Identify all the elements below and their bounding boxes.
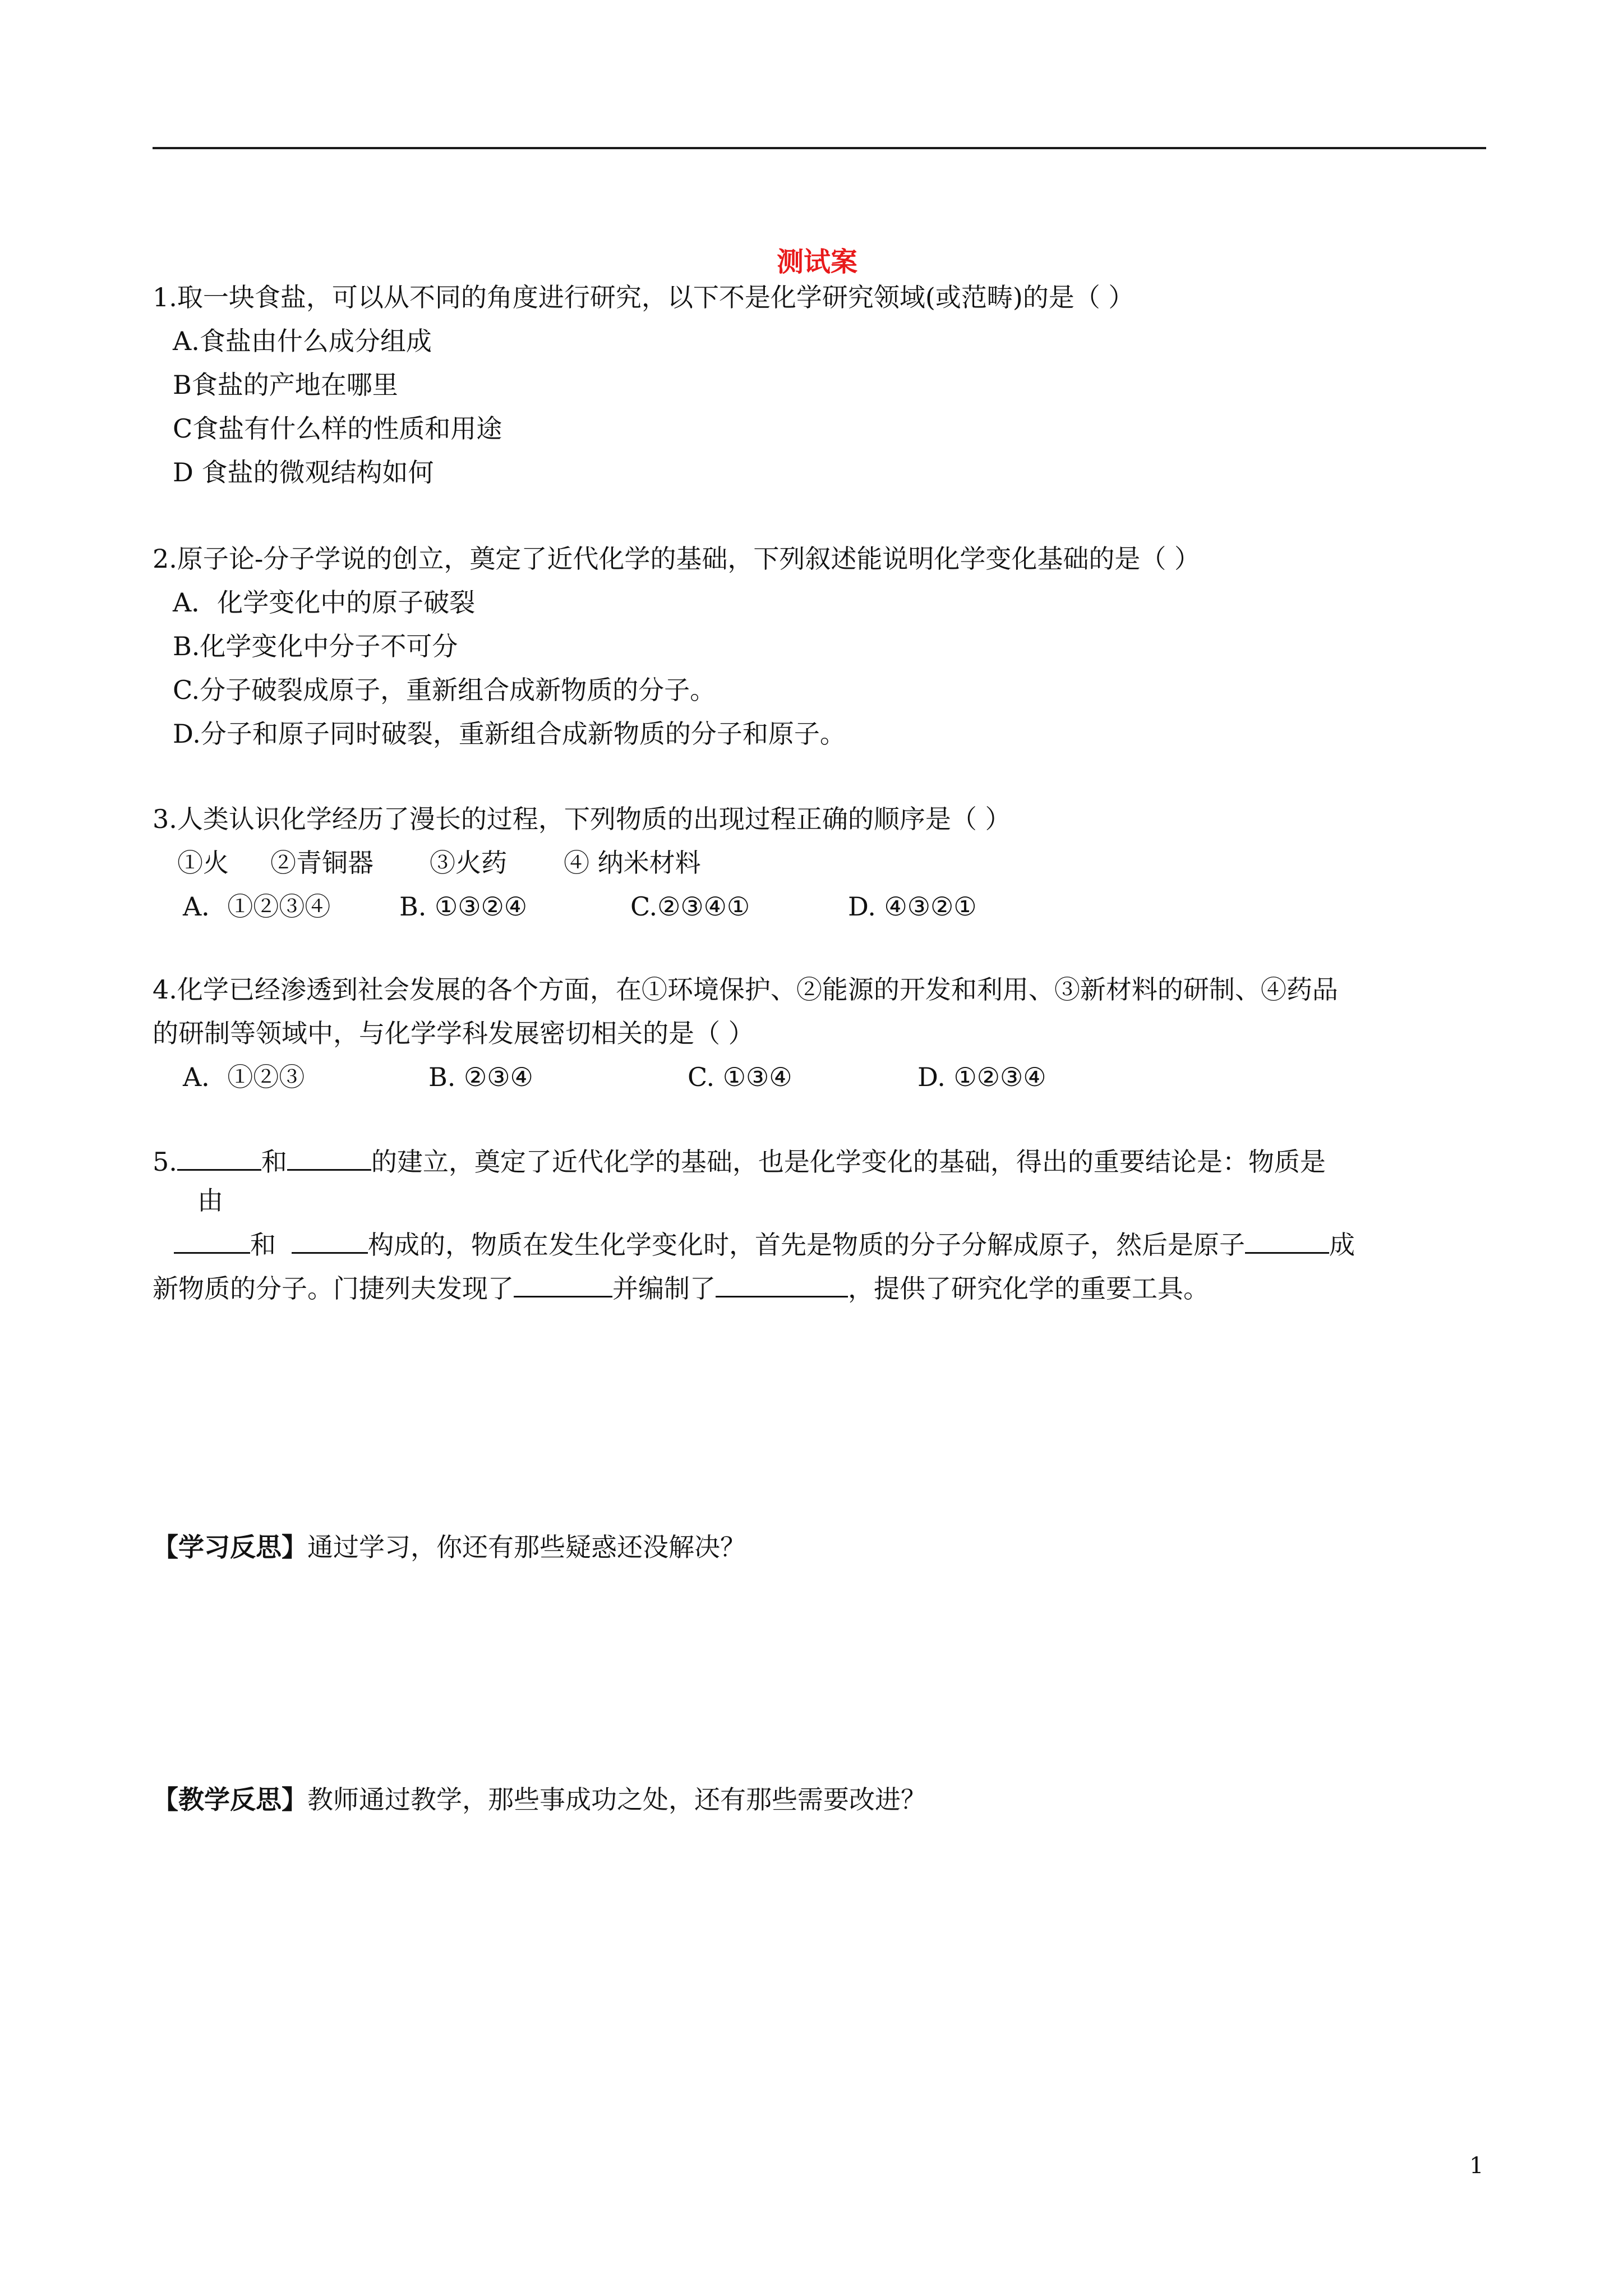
question-1-option-b: B食盐的产地在哪里 <box>173 370 398 400</box>
question-1-option-a: A.食盐由什么成分组成 <box>173 326 432 356</box>
answer-blank-1[interactable] <box>177 1144 261 1171</box>
study-reflection-label: 【学习反思】 <box>153 1532 307 1562</box>
question-3-item-3: ③火药 <box>430 848 507 878</box>
question-1-option-c: C食盐有什么样的性质和用途 <box>173 413 502 444</box>
question-5-text: 成 <box>1329 1230 1355 1260</box>
question-4-option-c: C. ①③④ <box>688 1062 792 1092</box>
question-4-stem-line-2: 的研制等领域中，与化学学科发展密切相关的是（ ） <box>153 1018 754 1048</box>
question-1-option-d: D 食盐的微观结构如何 <box>173 457 434 487</box>
question-5-text: 的建立，奠定了近代化学的基础，也是化学变化的基础，得出的重要结论是：物质是 <box>371 1147 1326 1177</box>
question-2-option-b: B.化学变化中分子不可分 <box>173 631 458 661</box>
question-5-text: 和 <box>250 1230 276 1260</box>
study-reflection <box>153 1530 746 1564</box>
answer-blank-6[interactable] <box>514 1271 612 1297</box>
answer-blank-4[interactable] <box>292 1227 368 1254</box>
question-3-option-a: A．①②③④ <box>183 891 331 922</box>
question-5-line-2 <box>174 1227 1355 1262</box>
question-5-text: ，提供了研究化学的重要工具。 <box>848 1273 1209 1304</box>
page-title: 测试案 <box>777 246 858 278</box>
header-rule <box>153 147 1486 149</box>
question-5-text: 并编制了 <box>612 1273 716 1304</box>
question-4-option-b: B. ②③④ <box>428 1062 533 1092</box>
page-number: 1 <box>1469 2153 1484 2179</box>
question-2-option-c: C.分子破裂成原子，重新组合成新物质的分子。 <box>173 675 716 705</box>
question-4-stem-line-1: 4.化学已经渗透到社会发展的各个方面，在①环境保护、②能源的开发和利用、③新材料的研制、④药品 <box>153 974 1338 1005</box>
study-reflection-text: 通过学习，你还有那些疑惑还没解决？ <box>307 1532 746 1562</box>
teaching-reflection-text: 教师通过教学，那些事成功之处，还有那些需要改进？ <box>307 1784 926 1815</box>
teaching-reflection <box>153 1783 926 1816</box>
question-3-stem: 3.人类认识化学经历了漫长的过程，下列物质的出现过程正确的顺序是（ ） <box>153 804 1011 834</box>
answer-blank-2[interactable] <box>287 1144 371 1171</box>
question-5-text: 由 <box>197 1185 223 1216</box>
question-3-option-b: B. ①③②④ <box>399 891 528 922</box>
question-3-item-4: ④ 纳米材料 <box>564 848 701 878</box>
answer-blank-7[interactable] <box>716 1271 848 1297</box>
question-5-text: 和 <box>261 1147 287 1177</box>
answer-blank-3[interactable] <box>174 1227 250 1254</box>
question-2-stem: 2.原子论-分子学说的创立，奠定了近代化学的基础，下列叙述能说明化学变化基础的是（ ） <box>153 544 1201 574</box>
teaching-reflection-label: 【教学反思】 <box>153 1784 307 1815</box>
question-3-option-d: D. ④③②① <box>848 891 977 922</box>
question-2-option-d: D.分子和原子同时破裂，重新组合成新物质的分子和原子。 <box>173 719 846 749</box>
question-3-item-1: ①火 <box>177 848 229 878</box>
question-5-line-3 <box>153 1271 1209 1305</box>
question-3-option-c: C.②③④① <box>630 891 750 922</box>
question-5-text: 构成的，物质在发生化学变化时，首先是物质的分子分解成原子，然后是原子 <box>368 1230 1245 1260</box>
answer-blank-5[interactable] <box>1245 1227 1329 1254</box>
question-3-item-2: ②青铜器 <box>270 848 374 878</box>
question-2-option-a: A．化学变化中的原子破裂 <box>173 587 476 618</box>
question-4-option-a: A．①②③ <box>183 1062 305 1092</box>
question-4-option-d: D. ①②③④ <box>917 1062 1046 1092</box>
question-5-number: 5. <box>153 1147 177 1177</box>
question-1-stem: 1.取一块食盐，可以从不同的角度进行研究，以下不是化学研究领域(或范畴)的是（ ） <box>153 282 1135 312</box>
question-5-text: 新物质的分子。门捷列夫发现了 <box>153 1273 514 1304</box>
question-5-line-1 <box>153 1144 1326 1179</box>
